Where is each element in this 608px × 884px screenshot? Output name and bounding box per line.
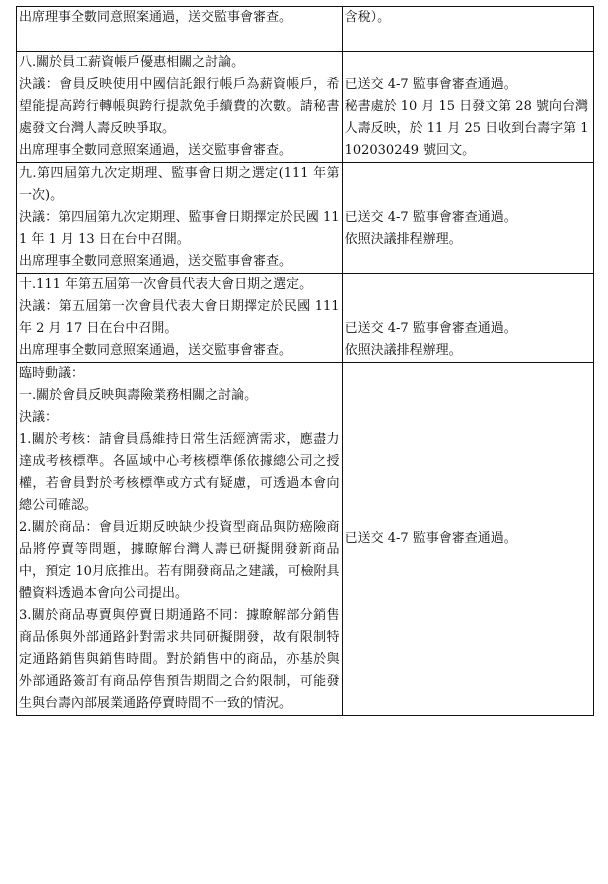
status-text: 已送交 4-7 監事會審查通過。 xyxy=(344,77,517,92)
resolution-text: 決議：第四屆第九次定期理、監事會日期擇定於民國 111 年 1 月 13 日在台中召開。 xyxy=(19,210,340,247)
item-heading: 八.關於員工薪資帳戶優惠相關之討論。 xyxy=(19,55,245,70)
table-row xyxy=(17,52,594,163)
table-row xyxy=(17,7,594,52)
status-text: 含稅）。 xyxy=(344,10,391,25)
resolution-cell xyxy=(17,52,343,163)
status-text: 已送交 4-7 監事會審查通過。 xyxy=(344,321,517,336)
resolution-text: 出席理事全數同意照案通過，送交監事會審查。 xyxy=(19,254,293,269)
minutes-table xyxy=(16,6,594,716)
status-cell xyxy=(342,274,593,363)
resolution-text: 決議：第五屆第一次會員代表大會日期擇定於民國 111 年 2 月 17 日在台中召開。 xyxy=(19,299,340,336)
status-text: 依照決議排程辦理。 xyxy=(344,232,462,247)
status-text: 已送交 4-7 監事會審查通過。 xyxy=(344,210,517,225)
resolution-point: 1.關於考核：請會員爲維持日常生活經濟需求，應盡力達成考核標準。各區域中心考核標準係依據總公司之授權，若會員對於考核標準或方式有疑慮，可透過本會向總公司確認。 xyxy=(19,432,340,513)
status-text: 秘書處於 10 月 15 日發文第 28 號向台灣人壽反映，於 11 月 25 日收到台壽字第 1102030249 號回文。 xyxy=(344,99,589,158)
resolution-cell xyxy=(17,163,343,274)
item-heading: 十.111 年第五屆第一次會員代表大會日期之選定。 xyxy=(19,277,313,292)
table-row xyxy=(17,163,594,274)
item-heading: 九.第四屆第九次定期理、監事會日期之選定(111 年第一次)。 xyxy=(19,166,340,203)
resolution-text: 出席理事全數同意照案通過，送交監事會審查。 xyxy=(19,343,293,358)
status-cell xyxy=(342,52,593,163)
resolution-label: 決議： xyxy=(19,410,59,425)
resolution-point: 3.關於商品專賣與停賣日期通路不同：據瞭解部分銷售商品係與外部通路針對需求共同研擬開發，故有限制特定通路銷售與銷售時間。對於銷售中的商品，亦基於與外部通路簽訂有商品停售預告期間之合約限制，可能發生與台壽內部展業通路停賣時間不一致的情況。 xyxy=(19,608,340,711)
resolution-cell xyxy=(17,274,343,363)
resolution-text: 決議：會員反映使用中國信託銀行帳戶為薪資帳戶，希望能提高跨行轉帳與跨行提款免手續費的次數。請秘書處發文台灣人壽反映爭取。 xyxy=(19,77,340,136)
item-heading: 一.關於會員反映與壽險業務相關之討論。 xyxy=(19,388,258,403)
status-cell xyxy=(342,163,593,274)
resolution-text: 出席理事全數同意照案通過，送交監事會審查。 xyxy=(19,143,293,158)
table-row xyxy=(17,274,594,363)
table-row xyxy=(17,363,594,716)
resolution-cell xyxy=(17,363,343,716)
status-cell xyxy=(342,7,593,52)
status-text: 已送交 4-7 監事會審查通過。 xyxy=(344,531,517,546)
resolution-text: 出席理事全數同意照案通過，送交監事會審查。 xyxy=(19,10,293,25)
section-heading: 臨時動議： xyxy=(19,366,85,381)
document-page xyxy=(16,6,594,716)
resolution-cell xyxy=(17,7,343,52)
status-text: 依照決議排程辦理。 xyxy=(344,343,462,358)
status-cell xyxy=(342,363,593,716)
resolution-point: 2.關於商品：會員近期反映缺少投資型商品與防癌險商品將停賣等問題，據瞭解台灣人壽已研擬開發新商品中，預定 10月底推出。若有開發商品之建議，可檢附具體資料透過本會向公司提出。 xyxy=(19,520,340,601)
